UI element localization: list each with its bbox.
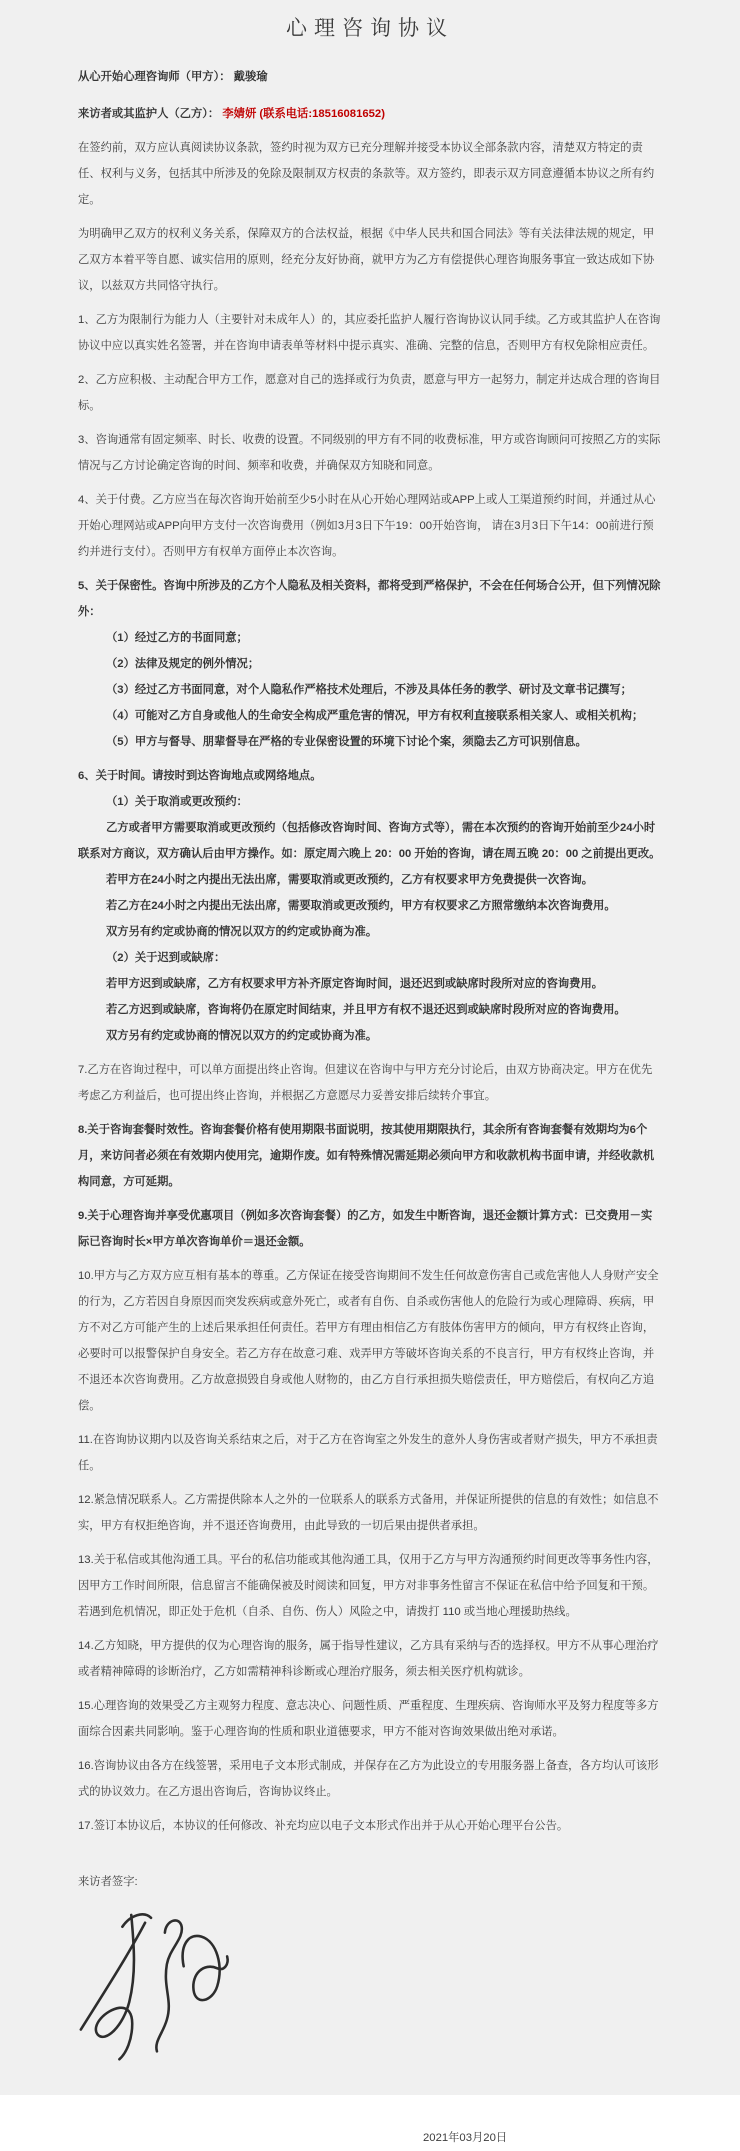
agreement-paragraph: 2、乙方应积极、主动配合甲方工作，愿意对自己的选择或行为负责，愿意与甲方一起努力，制定并达成合理的咨询目标。 xyxy=(78,374,661,412)
agreement-paragraph: 若甲方迟到或缺席，乙方有权要求甲方补齐原定咨询时间，退还迟到或缺席时段所对应的咨询费用。 xyxy=(106,978,604,990)
agreement-paragraph: 5、关于保密性。咨询中所涉及的乙方个人隐私及相关资料，都将受到严格保护，不会在任何场合公开，但下列情况除外： xyxy=(78,580,661,618)
agreement-paragraph: 若乙方迟到或缺席，咨询将仍在原定时间结束，并且甲方有权不退还迟到或缺席时段所对应的咨询费用。 xyxy=(106,1004,626,1016)
agreement-paragraph: 12.紧急情况联系人。乙方需提供除本人之外的一位联系人的联系方式备用，并保证所提供的信息的有效性；如信息不实，甲方有权拒绝咨询，并不退还咨询费用，由此导致的一切后果由提供者承担。 xyxy=(78,1494,659,1532)
agreement-paragraph: （1）经过乙方的书面同意； xyxy=(106,632,248,644)
agreement-paragraph: （3）经过乙方书面同意，对个人隐私作严格技术处理后，不涉及具体任务的教学、研讨及文章书记撰写； xyxy=(106,684,632,696)
signing-date: 2021年03月20日 xyxy=(423,2132,508,2144)
party-a-label: 从心开始心理咨询师（甲方）： xyxy=(78,71,231,83)
agreement-paragraph: 双方另有约定或协商的情况以双方的约定或协商为准。 xyxy=(106,1030,378,1042)
agreement-paragraph: （2）法律及规定的例外情况； xyxy=(106,658,260,670)
agreement-paragraph: 8.关于咨询套餐时效性。咨询套餐价格有使用期限书面说明，按其使用期限执行，其余所有咨询套餐有效期均为6个月，来访问者必须在有效期内使用完，逾期作废。如有特殊情况需延期必须向甲方和收款机构书面申请，并经收款机构同意，方可延期。 xyxy=(78,1124,655,1188)
party-b-line xyxy=(78,101,662,127)
agreement-paragraph: （5）甲方与督导、朋辈督导在严格的专业保密设置的环境下讨论个案，须隐去乙方可识别信息。 xyxy=(106,736,587,748)
agreement-paragraph: 1、乙方为限制行为能力人（主要针对未成年人）的，其应委托监护人履行咨询协议认同手续。乙方或其监护人在咨询协议中应以真实姓名签署，并在咨询申请表单等材料中提示真实、准确、完整的信息，否则甲方有权免除相应责任。 xyxy=(78,314,661,352)
page-title: 心理咨询协议 xyxy=(286,17,454,40)
agreement-paragraph: 15.心理咨询的效果受乙方主观努力程度、意志决心、问题性质、严重程度、生理疾病、咨询师水平及努力程度等多方面综合因素共同影响。鉴于心理咨询的性质和职业道德要求，甲方不能对咨询效果做出绝对承诺。 xyxy=(78,1700,659,1738)
agreement-paragraph: 乙方或者甲方需要取消或更改预约（包括修改咨询时间、咨询方式等），需在本次预约的咨询开始前至少24小时联系对方商议，双方确认后由甲方操作。如：原定周六晚上 20：00 开始的咨询，请在周五晚 20：00 之前提出更改。 xyxy=(78,822,661,860)
agreement-paragraph: （1）关于取消或更改预约： xyxy=(106,796,248,808)
agreement-paragraph: 16.咨询协议由各方在线签署，采用电子文本形式制成，并保存在乙方为此设立的专用服务器上备查，各方均认可该形式的协议效力。在乙方退出咨询后，咨询协议终止。 xyxy=(78,1760,659,1798)
agreement-paragraph: 14.乙方知晓，甲方提供的仅为心理咨询的服务，属于指导性建议，乙方具有采纳与否的选择权。甲方不从事心理治疗或者精神障碍的诊断治疗，乙方如需精神科诊断或心理治疗服务，须去相关医疗机构就诊。 xyxy=(78,1640,659,1678)
signer-signature-label: 来访者签字: xyxy=(78,1876,138,1888)
agreement-paragraph: 双方另有约定或协商的情况以双方的约定或协商为准。 xyxy=(106,926,378,938)
agreement-paragraph: （2）关于迟到或缺席： xyxy=(106,952,226,964)
agreement-paragraph: 17.签订本协议后，本协议的任何修改、补充均应以电子文本形式作出并于从心开始心理平台公告。 xyxy=(78,1820,569,1832)
party-b-label: 来访者或其监护人（乙方）： xyxy=(78,108,220,120)
party-b-name-and-phone: 李婧妍 (联系电话:18516081652) xyxy=(219,108,385,120)
agreement-paragraph: 6、关于时间。请按时到达咨询地点或网络地点。 xyxy=(78,770,322,782)
agreement-paragraph: 7.乙方在咨询过程中，可以单方面提出终止咨询。但建议在咨询中与甲方充分讨论后，由双方协商决定。甲方在优先考虑乙方利益后，也可提出终止咨询，并根据乙方意愿尽力妥善安排后续转介事宜。 xyxy=(78,1064,653,1102)
agreement-paragraph: 9.关于心理咨询并享受优惠项目（例如多次咨询套餐）的乙方，如发生中断咨询，退还金额计算方式：已交费用－实际已咨询时长×甲方单次咨询单价＝退还金额。 xyxy=(78,1210,653,1248)
signature-image xyxy=(72,1903,234,2081)
agreement-paragraph: 13.关于私信或其他沟通工具。平台的私信功能或其他沟通工具，仅用于乙方与甲方沟通预约时间更改等事务性内容，因甲方工作时间所限，信息留言不能确保被及时阅读和回复，甲方对非事务性留言不保证在私信中给予回复和干预。若遇到危机情况，即正处于危机（自杀、自伤、伤人）风险之中，请拨打 110 或当地心理援助热线。 xyxy=(78,1554,659,1618)
agreement-paragraph: 在签约前，双方应认真阅读协议条款，签约时视为双方已充分理解并接受本协议全部条款内容，清楚双方特定的责任、权利与义务，包括其中所涉及的免除及限制双方权责的条款等。双方签约，即表示双方同意遵循本协议之所有约定。 xyxy=(78,142,655,206)
agreement-paragraph: （4）可能对乙方自身或他人的生命安全构成严重危害的情况，甲方有权利直接联系相关家人、或相关机构； xyxy=(106,710,644,722)
agreement-paragraph: 3、咨询通常有固定频率、时长、收费的设置。不同级别的甲方有不同的收费标准，甲方或咨询顾问可按照乙方的实际情况与乙方讨论确定咨询的时间、频率和收费，并确保双方知晓和同意。 xyxy=(78,434,661,472)
party-a-name: 戴骏瑜 xyxy=(230,71,268,83)
agreement-paragraph: 为明确甲乙双方的权利义务关系，保障双方的合法权益，根据《中华人民共和国合同法》等有关法律法规的规定，甲乙双方本着平等自愿、诚实信用的原则，经充分友好协商，就甲方为乙方有偿提供心理咨询服务事宜一致达成如下协议，以兹双方共同恪守执行。 xyxy=(78,228,655,292)
agreement-paragraph: 若乙方在24小时之内提出无法出席，需要取消或更改预约，甲方有权要求乙方照常缴纳本次咨询费用。 xyxy=(106,900,616,912)
agreement-paragraph: 11.在咨询协议期内以及咨询关系结束之后，对于乙方在咨询室之外发生的意外人身伤害或者财产损失，甲方不承担责任。 xyxy=(78,1434,658,1472)
agreement-paragraph: 10.甲方与乙方双方应互相有基本的尊重。乙方保证在接受咨询期间不发生任何故意伤害自己或危害他人人身财产安全的行为，乙方若因自身原因而突发疾病或意外死亡，或者有自伤、自杀或伤害他人的危险行为或心理障碍、疾病，甲方不对乙方可能产生的上述后果承担任何责任。若甲方有理由相信乙方有肢体伤害甲方的倾向，甲方有权终止咨询，必要时可以报警保护自身安全。若乙方存在故意刁难、戏弄甲方等破坏咨询关系的不良言行，甲方有权终止咨询，并不退还本次咨询费用。乙方故意损毁自身或他人财物的，由乙方自行承担损失赔偿责任，甲方赔偿后，有权向乙方追偿。 xyxy=(78,1270,659,1412)
document-body xyxy=(78,135,662,1839)
party-a-line xyxy=(78,64,662,90)
agreement-paragraph: 4、关于付费。乙方应当在每次咨询开始前至少5小时在从心开始心理网站或APP上或人工渠道预约时间，并通过从心开始心理网站或APP向甲方支付一次咨询费用（例如3月3日下午19：00开始咨询， 请在3月3日下午14：00前进行预约并进行支付）。否则甲方有权单方面停止本次咨询。 xyxy=(78,494,656,558)
agreement-paragraph: 若甲方在24小时之内提出无法出席，需要取消或更改预约，乙方有权要求甲方免费提供一次咨询。 xyxy=(106,874,594,886)
